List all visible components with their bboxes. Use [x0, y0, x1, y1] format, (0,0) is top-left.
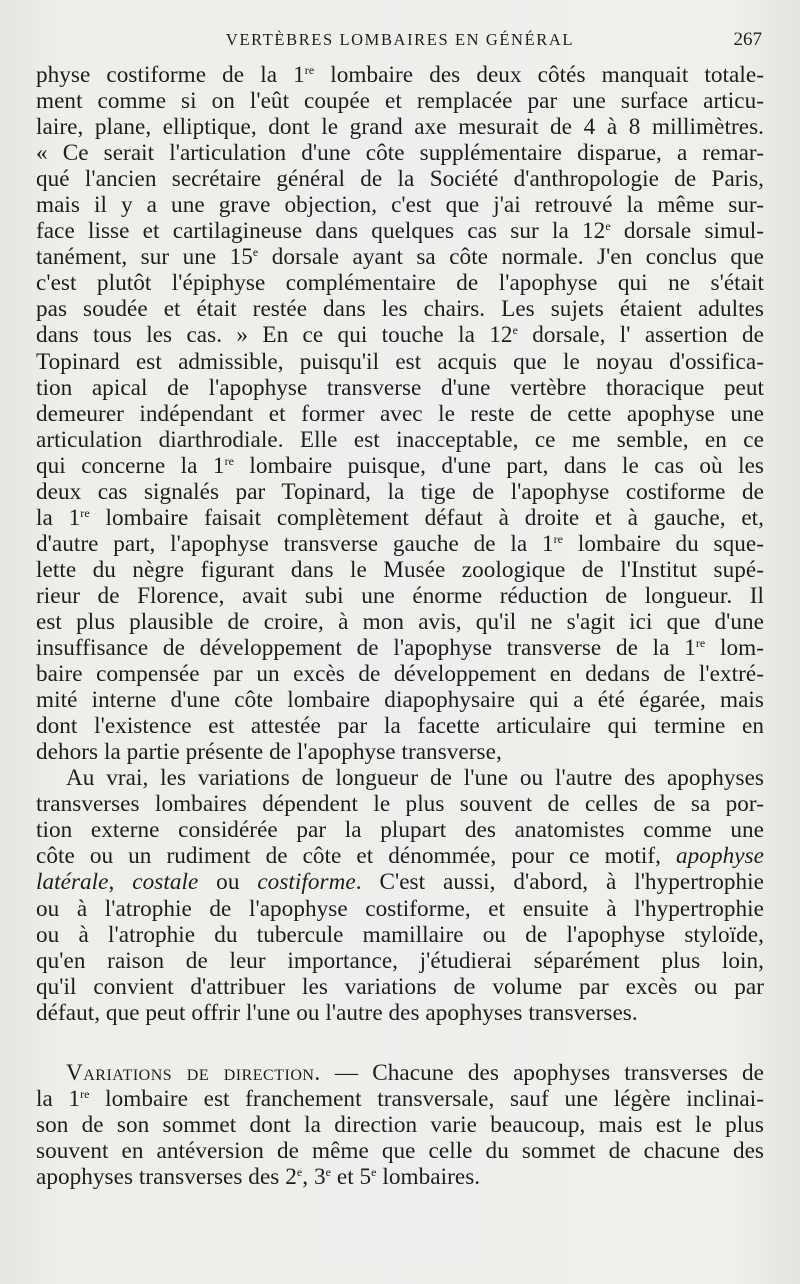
text-line: dont l'existence est attestée par la facette articulaire qui termine en	[36, 713, 764, 740]
text-line: insuffisance de développement de l'apophyse transverse de la 1re lom-	[36, 635, 764, 662]
text-line: c'est plutôt l'épiphyse complémentaire de l'apophyse qui ne s'était	[36, 270, 764, 297]
text-line: souvent en antéversion de même que celle du sommet de chacune des	[36, 1137, 764, 1164]
text-line: dans tous les cas. » En ce qui touche la 12e dorsale, l' assertion de	[36, 322, 765, 349]
text-line: qu'en raison de leur importance, j'étudierai séparément plus loin,	[36, 947, 764, 974]
text-line: son de son sommet dont la direction varie beaucoup, mais est le plus	[36, 1111, 764, 1138]
text-line: articulation diarthrodiale. Elle est inacceptable, ce me semble, en ce	[36, 426, 764, 453]
text-line: pas soudée et était restée dans les chairs. Les sujets étaient adultes	[36, 296, 764, 323]
text-line: ou à l'atrophie du tubercule mamillaire ou de l'apophyse styloïde,	[36, 921, 764, 948]
text-line: « Ce serait l'articulation d'une côte supplémentaire disparue, a remar-	[36, 140, 764, 167]
body-text	[36, 62, 764, 1190]
text-line: tion apical de l'apophyse transverse d'une vertèbre thoracique peut	[36, 374, 764, 401]
running-head	[36, 30, 764, 52]
text-line: mité interne d'une côte lombaire diapophysaire qui a été égarée, mais	[36, 687, 764, 714]
text-line: mais il y a une grave objection, c'est que j'ai retrouvé la même sur-	[36, 192, 764, 219]
text-line: est plus plausible de croire, à mon avis, qu'il ne s'agit ici que d'une	[36, 608, 764, 635]
section-heading: Variations de direction.	[66, 1059, 321, 1086]
text-line: la 1re lombaire est franchement transversale, sauf une légère inclinai-	[36, 1085, 764, 1112]
text-line: dehors la partie présente de l'apophyse transverse,	[36, 739, 502, 766]
text-line: transverses lombaires dépendent le plus souvent de celles de sa por-	[36, 791, 764, 818]
text-line: ou à l'atrophie de l'apophyse costiforme, et ensuite à l'hypertrophie	[36, 895, 764, 922]
text-line: Variations de direction. — Chacune des apophyses transverses de	[66, 1059, 764, 1086]
text-line: qué l'ancien secrétaire général de la Société d'anthropologie de Paris,	[36, 166, 764, 193]
text-line: d'autre part, l'apophyse transverse gauche de la 1re lombaire du sque-	[36, 530, 764, 557]
running-title: VERTÈBRES LOMBAIRES EN GÉNÉRAL	[225, 30, 575, 49]
text-line: la 1re lombaire faisait complètement défaut à droite et à gauche, et,	[36, 504, 765, 531]
text-line: tion externe considérée par la plupart des anatomistes comme une	[36, 817, 764, 844]
text-line: côte ou un rudiment de côte et dénommée, pour ce motif, apophyse	[36, 843, 764, 870]
text-line: qu'il convient d'attribuer les variations de volume par excès ou par	[36, 973, 764, 1000]
text-line: face lisse et cartilagineuse dans quelques cas sur la 12e dorsale simul-	[36, 218, 765, 245]
text-line: deux cas signalés par Topinard, la tige de l'apophyse costiforme de	[36, 478, 764, 505]
page-number: 267	[733, 29, 762, 50]
text-line: Topinard est admissible, puisqu'il est acquis que le noyau d'ossifica-	[36, 348, 764, 375]
paragraph	[36, 62, 764, 765]
text-line: demeurer indépendant et former avec le reste de cette apophyse une	[36, 400, 764, 427]
paragraph	[36, 765, 764, 1025]
text-line: défaut, que peut offrir l'une ou l'autre des apophyses transverses.	[36, 999, 638, 1026]
text-line: apophyses transverses des 2e, 3e et 5e lombaires.	[36, 1163, 481, 1190]
text-line: baire compensée par un excès de développement en dedans de l'extré-	[36, 661, 764, 688]
text-line: physe costiforme de la 1re lombaire des deux côtés manquait totale-	[36, 62, 764, 88]
text-line: latérale, costale ou costiforme. C'est aussi, d'abord, à l'hypertrophie	[36, 869, 764, 896]
text-line: Au vrai, les variations de longueur de l'une ou l'autre des apophyses	[66, 765, 764, 792]
text-line: rieur de Florence, avait subi une énorme réduction de longueur. Il	[36, 582, 764, 609]
text-line: laire, plane, elliptique, dont le grand axe mesurait de 4 à 8 millimètres.	[36, 114, 764, 141]
paragraph-gap	[36, 1026, 764, 1060]
text-line: qui concerne la 1re lombaire puisque, d'une part, dans le cas où les	[36, 452, 764, 479]
text-line: ment comme si on l'eût coupée et remplacée par une surface articu-	[36, 88, 764, 115]
paragraph	[36, 1060, 764, 1190]
text-line: tanément, sur une 15e dorsale ayant sa côte normale. J'en conclus que	[36, 244, 764, 271]
text-line: lette du nègre figurant dans le Musée zoologique de l'Institut supé-	[36, 556, 764, 583]
